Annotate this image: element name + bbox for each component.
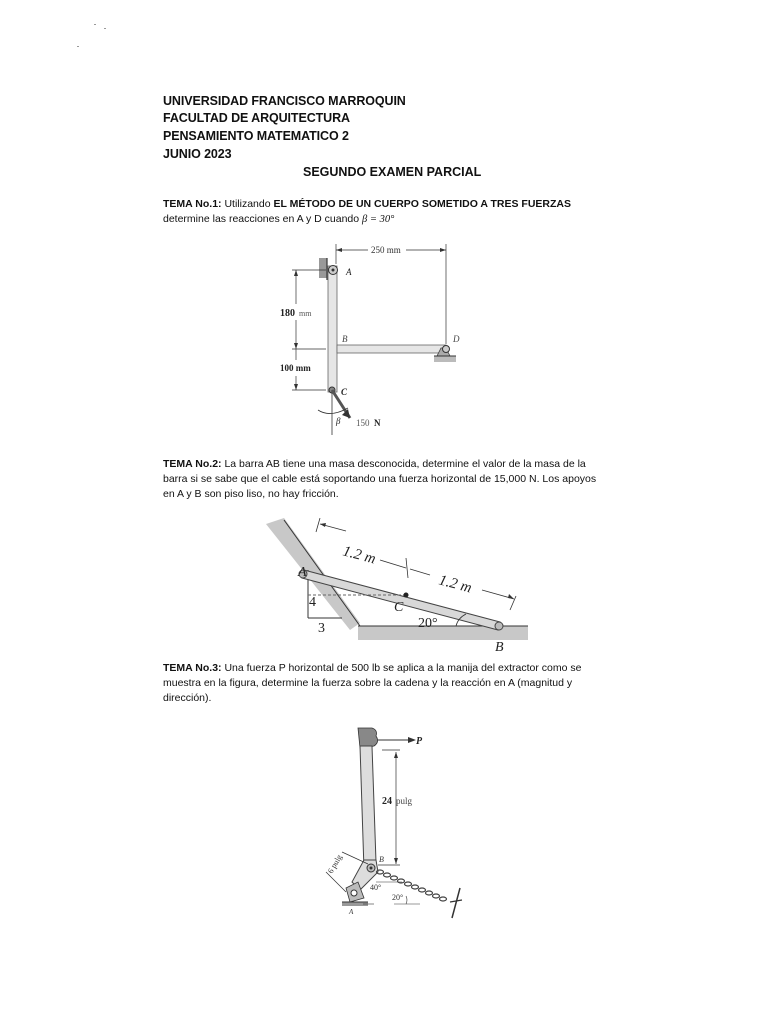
label-c2: C — [394, 600, 404, 615]
dim-180-unit: mm — [299, 309, 312, 318]
label-b3: B — [379, 855, 384, 864]
tema2-text: La barra AB tiene una masa desconocida, determine el valor de la masa de la barra si se sabe que el cable está soportando una fuerza horizontal de 15,000 N. Los apoyos en A y B son piso liso, no hay fricción. — [163, 458, 597, 500]
angle-20: 20° — [418, 616, 438, 631]
tema1-method: EL MÉTODO DE UN CUERPO SOMETIDO A TRES FUERZAS — [273, 198, 572, 210]
label-d: D — [453, 334, 460, 344]
dim1-label: 1.2 m — [340, 543, 378, 568]
dim-24-unit: pulg — [396, 796, 413, 806]
tema3-text: Una fuerza P horizontal de 500 lb se aplica a la manija del extractor como se muestra en la figura, determine la fuerza sobre la cadena y la reacción en A (magnitud y dirección). — [163, 662, 582, 704]
tema3-figure — [320, 722, 480, 927]
tema1-statement — [163, 197, 608, 227]
tema3-statement — [163, 661, 608, 706]
tema2-figure — [260, 518, 530, 660]
angle-20b: 20° — [392, 893, 404, 902]
force-value: 150 — [356, 418, 370, 428]
exam-title: SEGUNDO EXAMEN PARCIAL — [303, 165, 482, 179]
label-b2: B — [495, 640, 504, 655]
dim-100: 100 mm — [280, 363, 311, 373]
label-beta: β — [336, 416, 341, 426]
dim2-label: 1.2 m — [436, 572, 474, 597]
university-name: UNIVERSIDAD FRANCISCO MARROQUIN — [163, 94, 406, 108]
slope-4: 4 — [309, 595, 316, 610]
label-a2: A — [298, 565, 307, 580]
tema1-figure — [270, 240, 500, 440]
label-a: A — [346, 267, 352, 277]
force-unit: N — [374, 418, 381, 428]
dim-24: 24 — [382, 796, 392, 807]
faculty-name: FACULTAD DE ARQUITECTURA — [163, 111, 350, 125]
label-b: B — [342, 334, 348, 344]
exam-date: JUNIO 2023 — [163, 147, 232, 161]
tema2-statement — [163, 457, 608, 502]
dim-6: 6 pulg — [325, 852, 344, 875]
dim-180: 180 — [280, 308, 295, 319]
angle-40: 40° — [370, 883, 382, 892]
label-p: P — [416, 736, 423, 747]
tema1-text-a: Utilizando — [224, 198, 271, 210]
dim-250: 250 mm — [371, 245, 401, 255]
tema2-label: TEMA No.2: — [163, 458, 222, 470]
tema1-label: TEMA No.1: — [163, 198, 222, 210]
tema1-text-b: determine las reacciones en A y D cuando — [163, 213, 360, 225]
label-a3: A — [349, 908, 354, 916]
slope-3: 3 — [318, 621, 325, 636]
tema1-beta: β = 30° — [362, 214, 395, 225]
label-c: C — [341, 387, 348, 397]
tema3-label: TEMA No.3: — [163, 662, 222, 674]
course-name: PENSAMIENTO MATEMATICO 2 — [163, 129, 349, 143]
